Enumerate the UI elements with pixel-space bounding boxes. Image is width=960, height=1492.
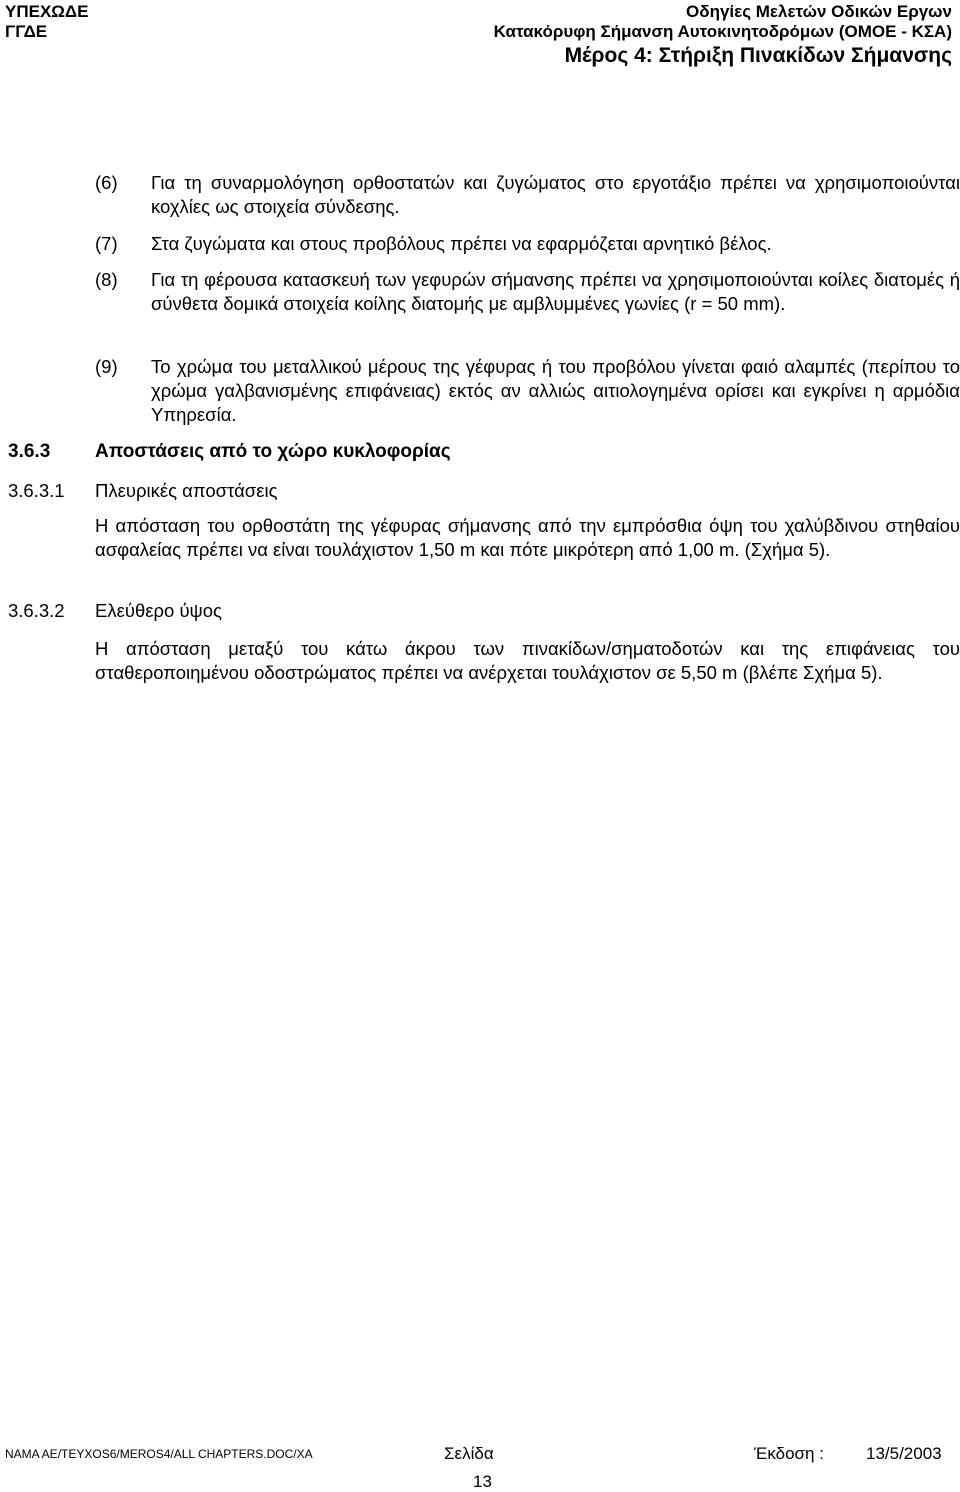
item-text: Στα ζυγώματα και στους προβόλους πρέπει να εφαρμόζεται αρνητικό βέλος. <box>151 233 772 254</box>
item-number: (9) <box>95 356 118 377</box>
item-text: Το χρώμα του μεταλλικού μέρους της γέφυρας ή του προβόλου γίνεται φαιό αλαμπές (περίπου το χρώμα γαλβανισμένης επιφάνειας) εκτός αν αλλιώς αιτιολογημένα ορίσει και εγκρίνει η αρμόδια Υπηρεσία. <box>151 356 960 425</box>
item-number: (8) <box>95 269 118 290</box>
header-doc-title: Οδηγίες Μελετών Οδικών Εργων <box>686 2 952 21</box>
header-org-line1: ΥΠΕΧΩΔΕ <box>5 2 89 21</box>
subsection-text: Η απόσταση μεταξύ του κάτω άκρου των πινακίδων/σηματοδοτών και της επιφάνειας του σταθεροποιημένου οδοστρώματος πρέπει να ανέρχεται τουλάχιστον σε 5,50 m (βλέπε Σχήμα 5). <box>95 638 960 683</box>
footer-edition-date: 13/5/2003 <box>866 1444 942 1463</box>
section-number: 3.6.3 <box>8 441 51 462</box>
section-title: Αποστάσεις από το χώρο κυκλοφορίας <box>95 441 451 462</box>
item-text: Για τη συναρμολόγηση ορθοστατών και ζυγώματος στο εργοτάξιο πρέπει να χρησιμοποιούνται κοχλίες ως στοιχεία σύνδεσης. <box>151 172 960 217</box>
item-number: (6) <box>95 172 118 193</box>
subsection-number: 3.6.3.2 <box>8 600 65 621</box>
subsection-number: 3.6.3.1 <box>8 480 65 501</box>
item-number: (7) <box>95 233 118 254</box>
subsection-title: Πλευρικές αποστάσεις <box>95 480 278 501</box>
footer-edition-label: Έκδοση : <box>754 1444 824 1463</box>
header-part-title: Μέρος 4: Στήριξη Πινακίδων Σήμανσης <box>564 44 952 67</box>
footer-page-number: 13 <box>473 1472 492 1491</box>
header-org-line2: ΓΓΔΕ <box>5 22 48 41</box>
header-doc-subtitle: Κατακόρυφη Σήμανση Αυτοκινητοδρόμων (ΟΜΟΕ - ΚΣΑ) <box>493 22 952 41</box>
subsection-text: Η απόσταση του ορθοστάτη της γέφυρας σήμανσης από την εμπρόσθια όψη του χαλύβδινου στηθαίου ασφαλείας πρέπει να είναι τουλάχιστον 1,50 m και πότε μικρότερη από 1,00 m. (Σχήμα 5). <box>95 515 960 560</box>
footer-file-path: NAMA AE/TEYXOS6/MEROS4/ALL CHAPTERS.DOC/XA <box>5 1447 313 1461</box>
item-text: Για τη φέρουσα κατασκευή των γεφυρών σήμανσης πρέπει να χρησιμοποιούνται κοίλες διατομές ή σύνθετα δομικά στοιχεία κοίλης διατομής με αμβλυμμένες γωνίες (r = 50 mm). <box>151 269 960 314</box>
footer-page-label: Σελίδα <box>444 1444 494 1463</box>
subsection-title: Ελεύθερο ύψος <box>95 600 222 621</box>
